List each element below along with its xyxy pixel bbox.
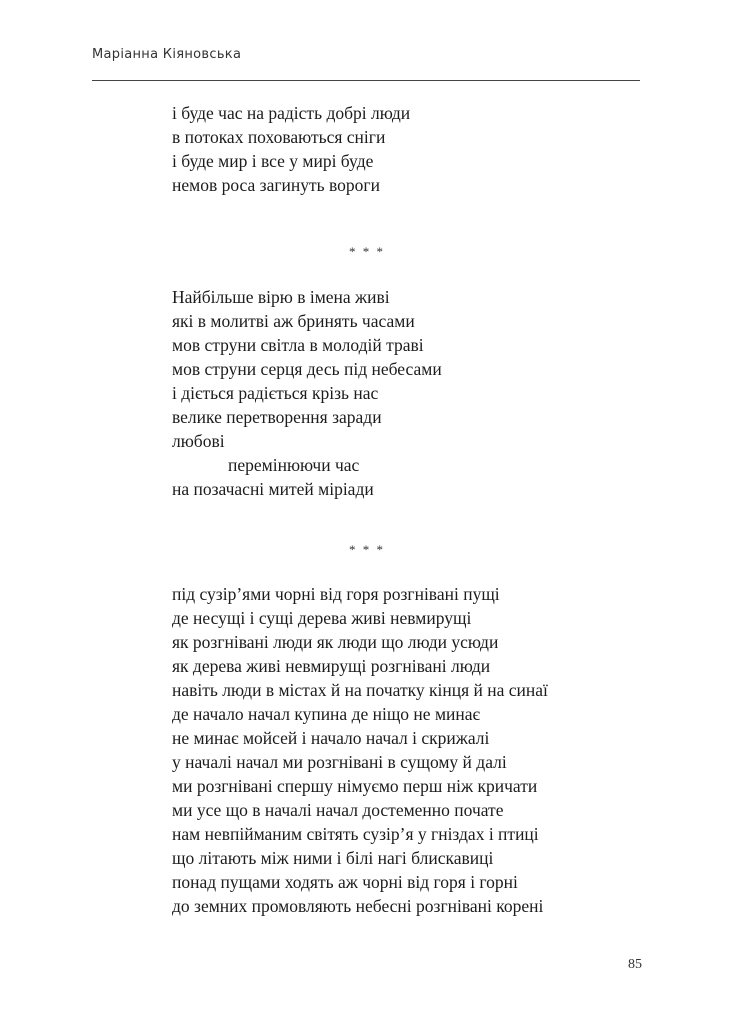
- poem-line: і буде мир і все у мирі буде: [172, 151, 374, 171]
- header-rule: [92, 80, 640, 81]
- poem-line: навіть люди в містах й на початку кінця й на синаї: [172, 680, 548, 700]
- page-number: 85: [628, 957, 642, 972]
- poem-3: [172, 582, 642, 918]
- section-separator: * * *: [349, 244, 385, 259]
- poem-line: під сузір’ями чорні від горя розгнівані пущі: [172, 584, 500, 604]
- poem-line: ми усе що в началі начал достеменно почате: [172, 800, 504, 820]
- poem-line: як дерева живі невмирущі розгнівані люди: [172, 656, 491, 676]
- poem-line: велике перетворення заради: [172, 407, 382, 427]
- running-head-author: Маріанна Кіяновська: [92, 47, 242, 62]
- poem-line: до земних промовляють небесні розгнівані корені: [172, 896, 544, 916]
- poem-line: понад пущами ходять аж чорні від горя і горні: [172, 872, 518, 892]
- poem-line: і діється радіється крізь нас: [172, 383, 379, 403]
- poem-line: ми розгнівані спершу німуємо перш ніж кричати: [172, 776, 538, 796]
- poem-line: у началі начал ми розгнівані в сущому й далі: [172, 752, 507, 772]
- poem-line: не минає мойсей і начало начал і скрижалі: [172, 728, 490, 748]
- poem-line: мов струни світла в молодій траві: [172, 335, 424, 355]
- poem-line: любові: [172, 431, 225, 451]
- poem-line: на позачасні митей міріади: [172, 479, 374, 499]
- poem-line: де начало начал купина де ніщо не минає: [172, 704, 481, 724]
- poem-line: мов струни серця десь під небесами: [172, 359, 442, 379]
- poem-line: Найбільше вірю в імена живі: [172, 287, 390, 307]
- poem-1: [172, 101, 642, 197]
- poem-line: в потоках поховаються сніги: [172, 127, 386, 147]
- poem-2: [172, 285, 642, 501]
- section-separator: * * *: [349, 542, 385, 557]
- poem-line-indented: перемінюючи час: [228, 455, 360, 475]
- poem-line: немов роса загинуть вороги: [172, 175, 380, 195]
- poem-line: що літають між ними і білі нагі блискавиці: [172, 848, 494, 868]
- poem-line: нам невпійманим світять сузір’я у гніздах і птиці: [172, 824, 539, 844]
- poem-line: і буде час на радість добрі люди: [172, 103, 411, 123]
- poem-line: як розгнівані люди як люди що люди усюди: [172, 632, 499, 652]
- poem-line: які в молитві аж бринять часами: [172, 311, 415, 331]
- poem-line: де несущі і сущі дерева живі невмирущі: [172, 608, 472, 628]
